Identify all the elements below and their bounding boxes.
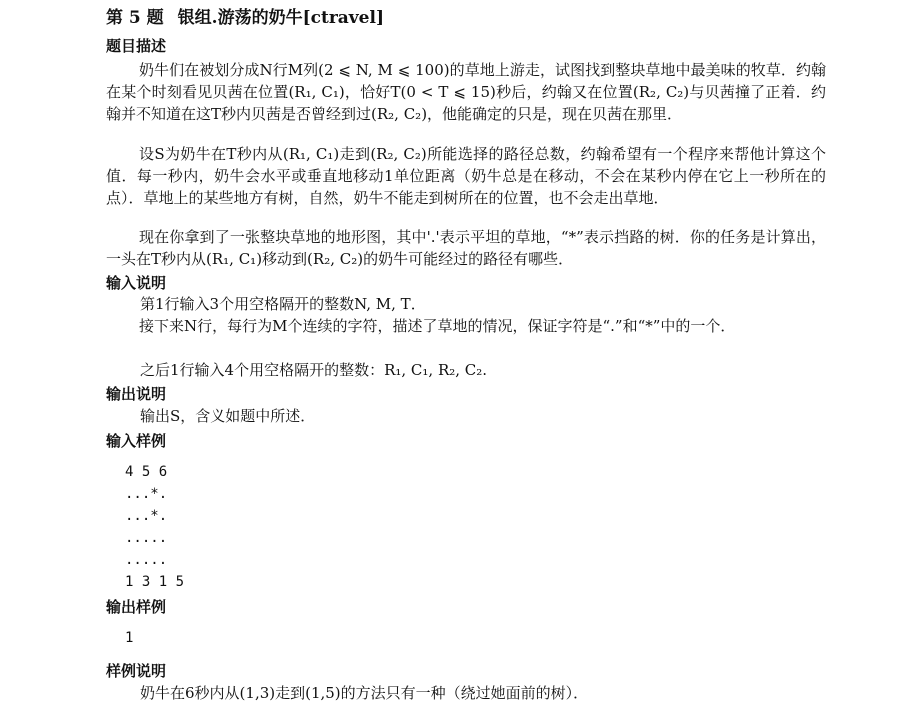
explanation-line-1: 奶牛在6秒内从(1,3)走到(1,5)的方法只有一种（绕过她面前的树）． [140,684,589,702]
description-paragraph-2: 设S为奶牛在T秒内从(R₁, C₁)走到(R₂, C₂)所能选择的路径总数，约翰希望有一个程序来帮他计算这个值．每一秒内，奶牛会水平或垂直地移动1单位距离（奶牛总是在移动，不会在某秒内停在它上一秒所在的点）．草地上的某些地方有树，自然，奶牛不能走到树所在的位置，也不会走出草地． [106,145,826,207]
input-line-2: 接下来N行，每行为M个连续的字符，描述了草地的情况，保证字符是“.”和“*”中的一个． [139,317,736,335]
sample-output-heading: 输出样例 [106,599,167,616]
description-paragraph-1: 奶牛们在被划分成N行M列(2 ⩽ N, M ⩽ 100)的草地上游走，试图找到整块草地中最美味的牧草．约翰在某个时刻看见贝茜在位置(R₁, C₁)，恰好T(0 < T ⩽ 15)秒后，约翰又在位置(R₂, C₂)与贝茜撞了正着．约翰并不知道在这T秒内贝茜是否曾经到过(R₂, C₂)，他能确定的只是，现在贝茜在那里． [106,61,826,123]
description-paragraph-3: 现在你拿到了一张整块草地的地形图，其中'.'表示平坦的草地，“*”表示挡路的树．你的任务是计算出，一头在T秒内从(R₁, C₁)移动到(R₂, C₂)的奶牛可能经过的路径有哪些． [106,228,826,268]
problem-title [106,3,384,28]
problem-number: 第 5 题 [106,8,164,28]
input-line-1: 第1行输入3个用空格隔开的整数N, M, T． [140,295,426,313]
description-heading: 题目描述 [106,38,167,55]
sample-output-block: 1 [125,630,134,646]
input-heading: 输入说明 [106,275,167,292]
input-line-3: 之后1行输入4个用空格隔开的整数：R₁, C₁, R₂, C₂. [140,361,488,379]
output-line-1: 输出S，含义如题中所述． [140,407,316,425]
output-heading: 输出说明 [106,386,167,403]
sample-input-block: 4 5 6 ...*. ...*. ..... ..... 1 3 1 5 [125,464,185,590]
explanation-heading: 样例说明 [106,663,167,680]
problem-name: 银组.游荡的奶牛[ctravel] [177,8,385,28]
sample-input-heading: 输入样例 [106,433,167,450]
